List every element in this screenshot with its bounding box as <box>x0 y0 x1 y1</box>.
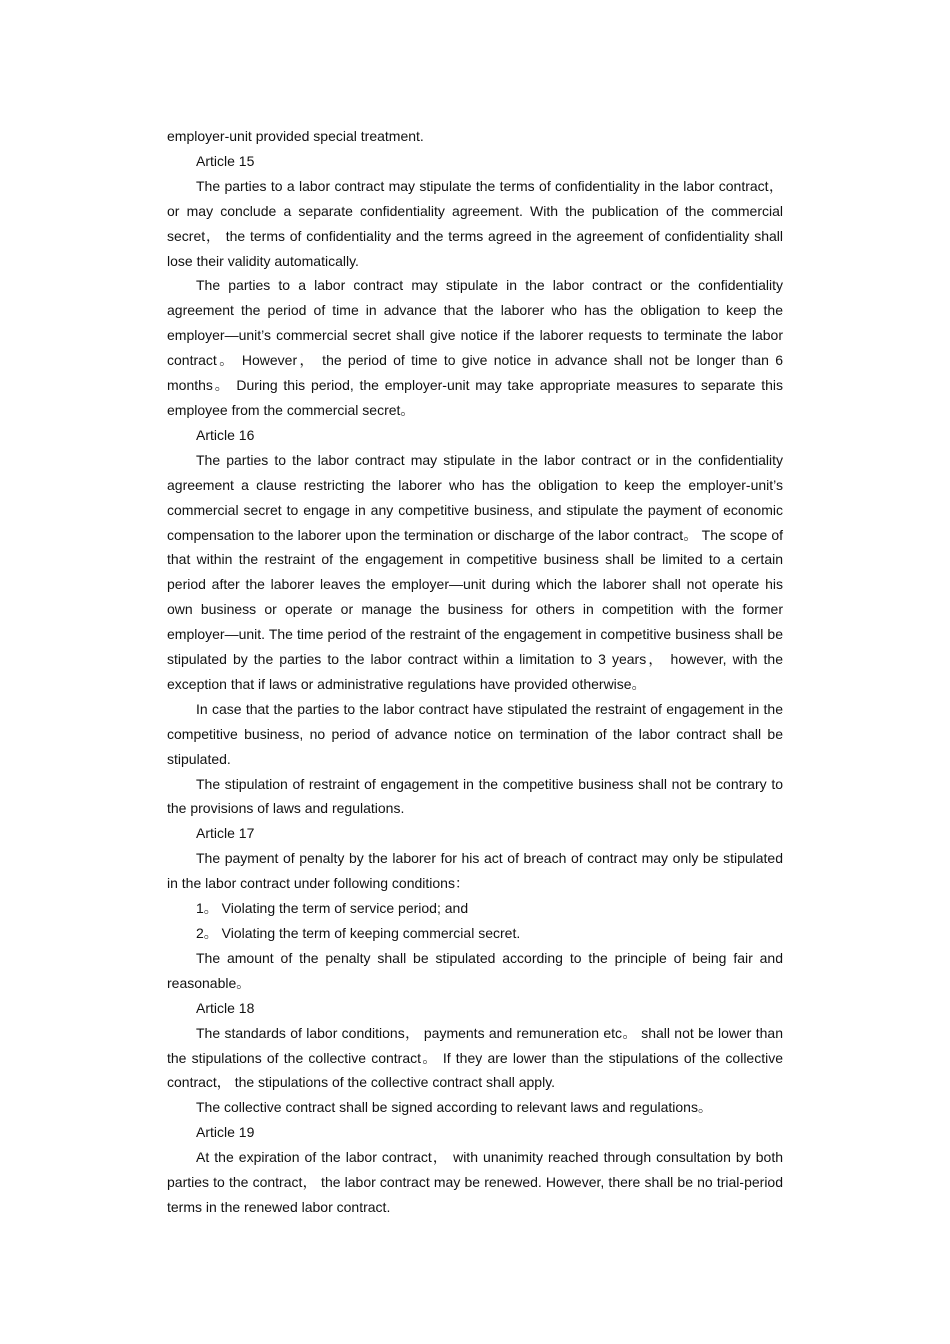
article-15-heading: Article 15 <box>196 152 255 169</box>
article-15-paragraph-2: The parties to a labor contract may stipulate in the labor contract or the confidentiality agreement the period of time in advance that the laborer who has the obligation to keep the employer—unit’s commercial secret shall give notice if the laborer requests to terminate the labor contract。 However， the period of time to give notice in advance shall not be longer than 6 months。 During this period, the employer-unit may take appropriate measures to separate this employee from the commercial secret。 <box>167 277 783 418</box>
article-17-item-2: 2。 Violating the term of keeping commercial secret. <box>196 925 521 941</box>
article-17-heading: Article 17 <box>196 825 255 842</box>
article-19-paragraph-1: At the expiration of the labor contract， with unanimity reached through consultation by both parties to the contract， the labor contract may be renewed. However, there shall be no trial-period terms in the renewed labor contract. <box>167 1149 783 1215</box>
article-17-item-1: 1。 Violating the term of service period; and <box>196 900 469 917</box>
article-17-paragraph-2: The amount of the penalty shall be stipulated according to the principle of being fair and reasonable。 <box>167 949 783 991</box>
document-page <box>167 124 783 1220</box>
article-17-paragraph-1: The payment of penalty by the laborer for his act of breach of contract may only be stipulated in the labor contract under following conditions： <box>167 850 783 892</box>
article-16-paragraph-2: In case that the parties to the labor contract have stipulated the restraint of engagement in the competitive business, no period of advance notice on termination of the labor contract shall be stipulated. <box>167 700 783 767</box>
article-18-paragraph-2: The collective contract shall be signed according to relevant laws and regulations。 <box>196 1099 712 1116</box>
article-18-heading: Article 18 <box>196 999 255 1016</box>
article-16-heading: Article 16 <box>196 426 255 443</box>
article-16-paragraph-1: The parties to the labor contract may stipulate in the labor contract or in the confidentiality agreement a clause restricting the laborer who has the obligation to keep the employer-unit’s commercial secret to engage in any competitive business, and stipulate the payment of economic compensation to the laborer upon the termination or discharge of the labor contract。 The scope of that within the restraint of the engagement in competitive business shall be limited to a certain period after the laborer leaves the employer—unit during which the laborer shall not operate his own business or operate or manage the business for others in competition with the former employer—unit. The time period of the restraint of the engagement in competitive business shall be stipulated by the parties to the labor contract within a limitation to 3 years， however, with the exception that if laws or administrative regulations have provided otherwise。 <box>167 451 783 692</box>
article-18-paragraph-1: The standards of labor conditions， payments and remuneration etc。 shall not be lower than the stipulations of the collective contract。 If they are lower than the stipulations of the collective contract， the stipulations of the collective contract shall apply. <box>167 1024 783 1091</box>
article-15-paragraph-1: The parties to a labor contract may stipulate the terms of confidentiality in the labor contract， or may conclude a separate confidentiality agreement. With the publication of the commercial secret， the terms of confidentiality and the terms agreed in the agreement of confidentiality shall lose their validity automatically. <box>167 177 783 269</box>
article-16-paragraph-3: The stipulation of restraint of engagement in the competitive business shall not be contrary to the provisions of laws and regulations. <box>167 775 783 817</box>
paragraph-continuation: employer-unit provided special treatment. <box>167 128 424 144</box>
article-19-heading: Article 19 <box>196 1124 255 1141</box>
